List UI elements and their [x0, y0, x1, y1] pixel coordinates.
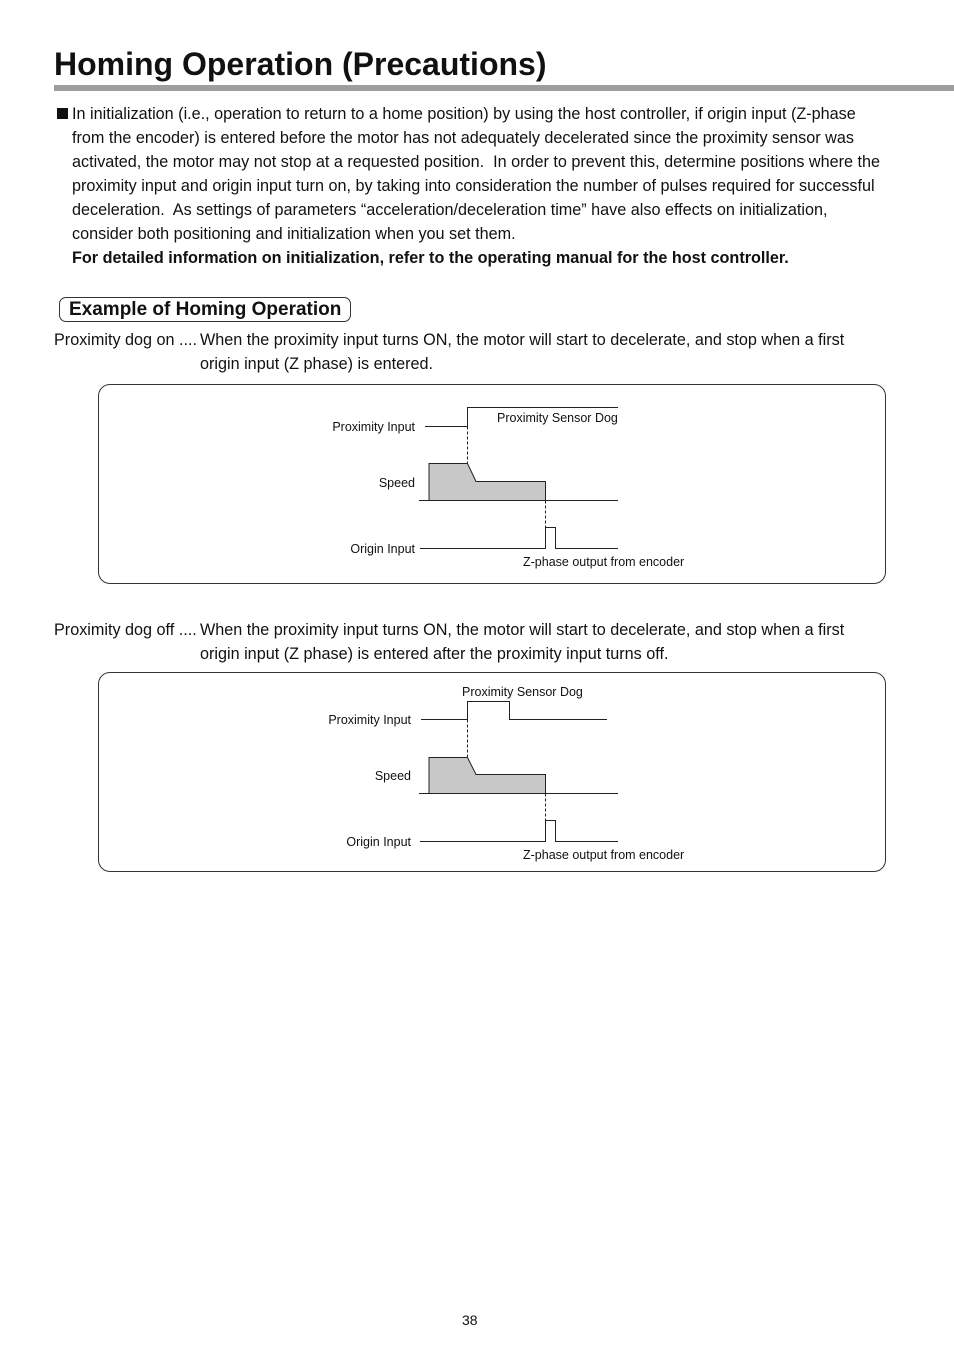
- intro-note: For detailed information on initialization, refer to the operating manual for the host controller.: [72, 249, 789, 267]
- intro-line-5: deceleration. As settings of parameters “acceleration/deceleration time” have also effects on initialization,: [72, 201, 828, 219]
- origin-input-signal-line: [420, 821, 618, 842]
- intro-line-3: activated, the motor may not stop at a requested position. In order to prevent this, determine positions where the: [72, 153, 881, 171]
- z-phase-label: Z-phase output from encoder: [523, 555, 685, 569]
- proximity-input-label: Proximity Input: [332, 420, 415, 434]
- case-description: [200, 328, 844, 376]
- speed-label: Speed: [378, 476, 415, 490]
- page-number: 38: [462, 1312, 478, 1328]
- case-description-line-1: When the proximity input turns ON, the motor will start to decelerate, and stop when a first: [200, 331, 845, 349]
- case-description-line-1: When the proximity input turns ON, the motor will start to decelerate, and stop when a first: [200, 621, 845, 639]
- origin-input-signal-line: [420, 528, 618, 549]
- speed-profile: [429, 464, 546, 501]
- title-divider: [54, 85, 954, 91]
- bullet-square-icon: [57, 108, 68, 119]
- timing-diagram-graphic: [98, 672, 886, 872]
- sensor-dog-label: Proximity Sensor Dog: [462, 685, 583, 699]
- timing-diagram-graphic: [98, 384, 886, 584]
- speed-label: Speed: [374, 769, 411, 783]
- section-heading: Example of Homing Operation: [59, 297, 351, 322]
- case-description-line-2: origin input (Z phase) is entered after the proximity input turns off.: [200, 645, 669, 663]
- page-title: Homing Operation (Precautions): [54, 46, 547, 82]
- proximity-input-signal-line: [421, 702, 607, 720]
- case-description: [200, 618, 844, 666]
- intro-line-4: proximity input and origin input turn on, by taking into consideration the number of pulses required for successful: [72, 177, 875, 195]
- sensor-dog-label: Proximity Sensor Dog: [497, 411, 618, 425]
- case-dog-on: [0, 328, 954, 376]
- case-label: Proximity dog on ....: [54, 331, 198, 349]
- timing-diagram-dog-off: [98, 672, 886, 872]
- case-description-line-2: origin input (Z phase) is entered.: [200, 355, 434, 373]
- proximity-input-label: Proximity Input: [328, 713, 411, 727]
- z-phase-label: Z-phase output from encoder: [523, 848, 685, 862]
- case-label: Proximity dog off ....: [54, 621, 197, 639]
- origin-input-label: Origin Input: [350, 542, 415, 556]
- speed-profile: [429, 758, 546, 794]
- intro-line-2: from the encoder) is entered before the motor has not adequately decelerated since the proximity sensor was: [72, 129, 854, 147]
- timing-diagram-dog-on: [98, 384, 886, 584]
- intro-line-6: consider both positioning and initialization when you set them.: [72, 225, 516, 243]
- intro-paragraph: [72, 102, 880, 270]
- intro-line-1: In initialization (i.e., operation to return to a home position) by using the host controller, if origin input (Z-phase: [72, 105, 856, 123]
- case-dog-off: [0, 618, 954, 666]
- origin-input-label: Origin Input: [346, 835, 411, 849]
